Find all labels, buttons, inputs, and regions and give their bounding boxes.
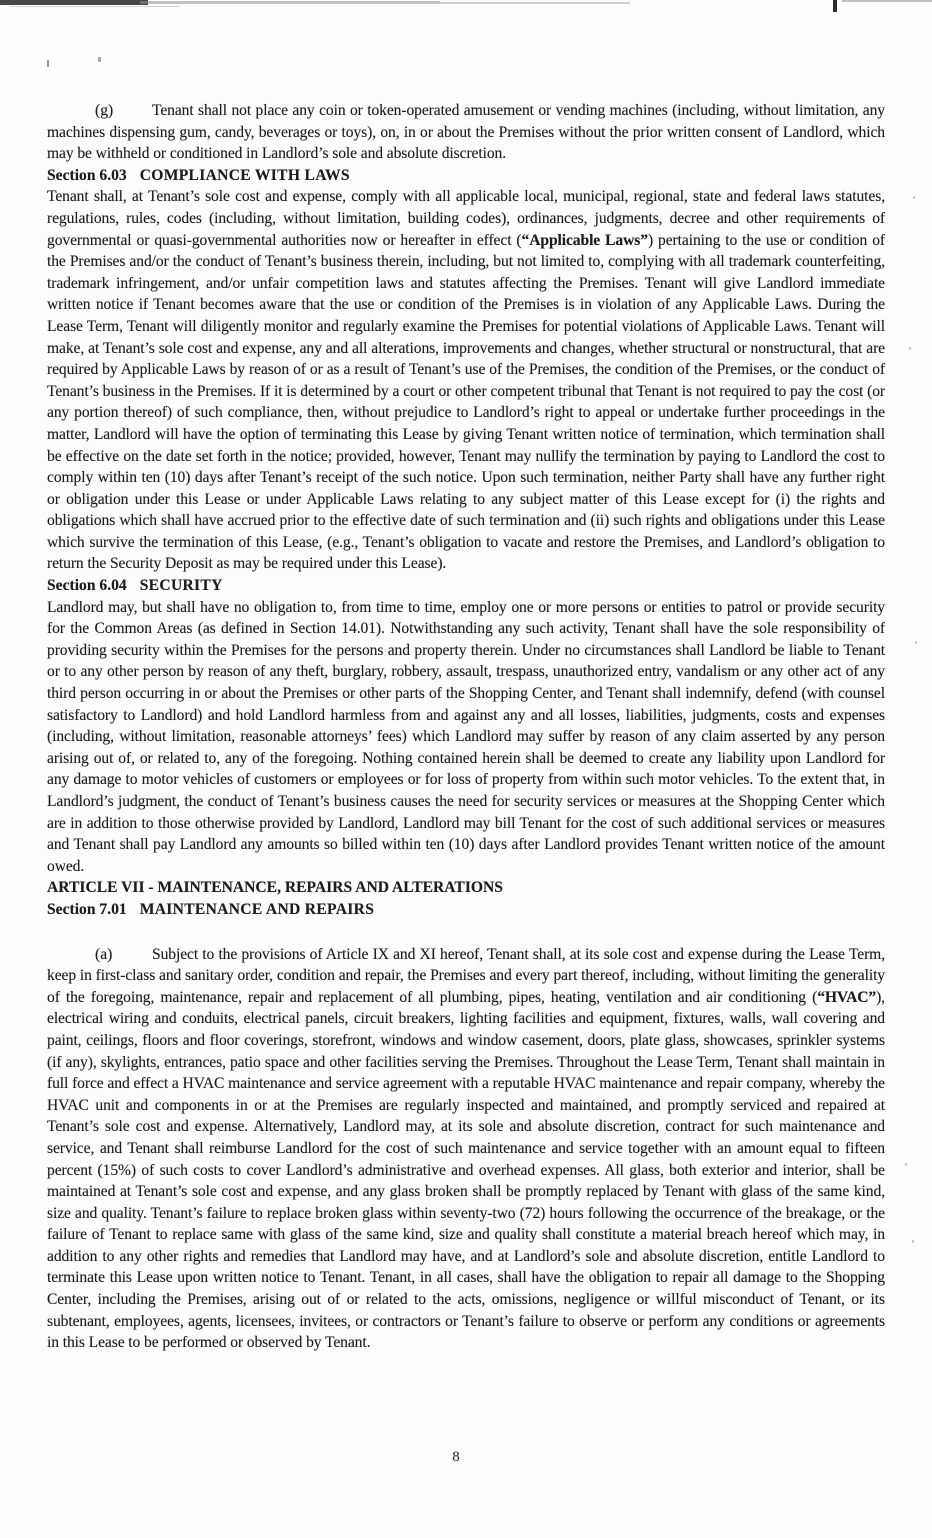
section-6-04-title: SECURITY bbox=[139, 577, 223, 595]
paragraph-a-label: (a) bbox=[95, 945, 113, 963]
section-6-04-heading bbox=[47, 575, 885, 597]
paragraph-a-text-pre: Subject to the provisions of Article IX and XI hereof, Tenant shall, at its sole cost and expense during the Lease Term, keep in first-class and sanitary order, condition and repair, the Premises and every part thereof, including, without limiting the generality of the foregoing, maintenance, repair and replacement of all plumbing, pipes, heating, ventilation and air conditioning ( bbox=[47, 945, 885, 1006]
section-6-03-text-pre: Tenant shall, at Tenant’s sole cost and expense, comply with all applicable local, municipal, regional, state and federal laws statutes, regulations, rules, codes (including, without limitation, building codes), ordinances, judgments, decree and other requirements of governmental or quasi-governmental authorities now or hereafter in effect ( bbox=[47, 188, 885, 249]
defined-term-hvac: “HVAC” bbox=[817, 988, 877, 1006]
section-6-03-body bbox=[47, 186, 885, 575]
section-7-01-heading bbox=[47, 899, 885, 921]
paragraph-g-text: Tenant shall not place any coin or token-operated amusement or vending machines (including, without limitation, any machines dispensing gum, candy, beverages or toys), on, in or about the Premises without the prior written consent of Landlord, which may be withheld or conditioned in Landlord’s sole and absolute discretion. bbox=[47, 102, 885, 163]
section-6-03-title: COMPLIANCE WITH LAWS bbox=[139, 166, 350, 184]
paragraph-a-text-post: ), electrical wiring and conduits, electrical panels, circuit breakers, lighting facilities and equipment, fixtures, walls, wall covering and paint, ceilings, floors and floor coverings, storefront, windows and window casement, doors, plate glass, showcases, sprinkler systems (if any), skylights, entrances, patio space and other facilities serving the Premises. Throughout the Lease Term, Tenant shall maintain in full force and effect a HVAC maintenance and service agreement with a reputable HVAC maintenance and repair company, whereby the HVAC unit and components in or at the Premises are regularly inspected and maintained, and promptly serviced and repaired at Tenant’s sole cost and expense. Alternatively, Landlord may, at its sole and absolute discretion, contract for such maintenance and service, and Tenant shall reimburse Landlord for the cost of such maintenance and service together with an amount equal to fifteen percent (15%) of such costs to cover Landlord’s administrative and overhead expenses. All glass, both exterior and interior, shall be maintained at Tenant’s sole cost and expense, and any glass broken shall be promptly replaced by Tenant with glass of the same kind, size and quality. Tenant’s failure to replace broken glass within seventy-two (72) hours following the occurrence of the breakage, or the failure of Tenant to replace same with glass of the same kind, size and quality shall constitute a material breach hereof which may, in addition to any other rights and remedies that Landlord may have, and at Landlord’s sole and absolute discretion, entitle Landlord to terminate this Lease upon written notice to Tenant. Tenant, in all cases, shall have the obligation to repair all damage to the Shopping Center, including the Premises, arising out of or related to the acts, omissions, negligence or willful misconduct of Tenant, or its subtenant, employees, agents, licensees, invitees, or contractors or Tenant’s failure to observe or perform any conditions or agreements in this Lease to be performed or observed by Tenant. bbox=[47, 988, 885, 1352]
scan-artifact bbox=[905, 1163, 907, 1166]
paragraph-g bbox=[47, 100, 885, 165]
section-6-04-body: Landlord may, but shall have no obligation to, from time to time, employ one or more persons or entities to patrol or provide security for the Common Areas (as defined in Section 14.01). Notwithstanding any such activity, Tenant shall have the sole responsibility of providing security within the Premises for the persons and property therein. Under no circumstances shall Landlord be liable to Tenant or to any other person by reason of any theft, burglary, robbery, assault, trespass, unauthorized entry, vandalism or any other act of any third person occurring in or about the Premises or other parts of the Shopping Center, and Tenant shall indemnify, defend (with counsel satisfactory to Landlord) and hold Landlord harmless from and against any and all losses, liabilities, judgments, costs and expenses (including, without limitation, reasonable attorneys’ fees) which Landlord may suffer by reason of any claim asserted by any person arising out of, or related to, any of the foregoing. Nothing contained herein shall be deemed to create any liability upon Landlord for any damage to motor vehicles of customers or employees or for loss of property from within such motor vehicles. To the extent that, in Landlord’s judgment, the conduct of Tenant’s business causes the need for security services or measures at the Shopping Center which are in addition to those otherwise provided by Landlord, Landlord may bill Tenant for the cost of such additional services or measures and Tenant shall pay Landlord any amounts so billed within ten (10) days after Landlord provides Tenant written notice of the amount owed. bbox=[47, 598, 885, 875]
article-vii-heading: ARTICLE VII - MAINTENANCE, REPAIRS AND ALTERATIONS bbox=[47, 879, 503, 897]
section-6-04-number: Section 6.04 bbox=[47, 577, 127, 595]
scan-artifact bbox=[98, 57, 101, 62]
scan-artifact bbox=[842, 0, 932, 2]
scan-artifact bbox=[47, 60, 49, 67]
scan-artifact bbox=[915, 641, 917, 644]
section-7-01-number: Section 7.01 bbox=[47, 900, 127, 918]
paragraph-a bbox=[47, 944, 885, 1354]
scan-artifact bbox=[912, 1240, 914, 1243]
section-6-03-number: Section 6.03 bbox=[47, 166, 127, 184]
scan-artifact bbox=[833, 0, 837, 12]
scan-artifact bbox=[140, 1, 440, 4]
paragraph-g-label: (g) bbox=[95, 102, 114, 119]
section-7-01-title: MAINTENANCE AND REPAIRS bbox=[139, 900, 375, 918]
scan-artifact bbox=[909, 347, 911, 350]
section-6-03-text-post: ) pertaining to the use or condition of the Premises and/or the conduct of Tenant’s business therein, including, but not limited to, complying with all trademark counterfeiting, trademark infringement, and/or unfair competition laws and statutes affecting the Premises. Tenant will give Landlord immediate written notice if Tenant becomes aware that the use or condition of the Premises is in violation of any Applicable Laws. During the Lease Term, Tenant will diligently monitor and regularly examine the Premises for potential violations of Applicable Laws. Tenant will make, at Tenant’s sole cost and expense, any and all alterations, improvements and changes, whether structural or nonstructural, that are required by Applicable Laws by reason of or as a result of Tenant’s use of the Premises, the condition of the Premises, or the conduct of Tenant’s business in the Premises. If it is determined by a court or other competent tribunal that Tenant is not required to pay the cost (or any portion thereof) of such compliance, then, without prejudice to Landlord’s right to appeal or undertake further proceedings in the matter, Landlord will have the option of terminating this Lease by giving Tenant written notice of termination, which termination shall be effective on the date set forth in the notice; provided, however, Tenant may nullify the termination by paying to Landlord the cost to comply within ten (10) days after Tenant’s receipt of the such notice. Upon such termination, neither Party shall have any further right or obligation under this Lease or under Applicable Laws relating to any subject matter of this Lease except for (i) the rights and obligations which shall have accrued prior to the effective date of such termination and (ii) such rights and obligations under this Lease which survive the termination of this Lease, (e.g., Tenant’s obligation to vacate and restore the Premises, and Landlord’s obligation to return the Security Deposit as may be required under this Lease). bbox=[47, 231, 885, 573]
scan-artifact bbox=[440, 2, 630, 4]
scan-artifact bbox=[10, 6, 180, 7]
defined-term-applicable-laws: “Applicable Laws” bbox=[521, 231, 648, 249]
page-number: 8 bbox=[452, 1449, 460, 1465]
section-6-03-heading bbox=[47, 165, 885, 187]
page-content bbox=[47, 100, 885, 1354]
scan-artifact bbox=[0, 0, 148, 5]
scan-artifact bbox=[913, 196, 915, 199]
